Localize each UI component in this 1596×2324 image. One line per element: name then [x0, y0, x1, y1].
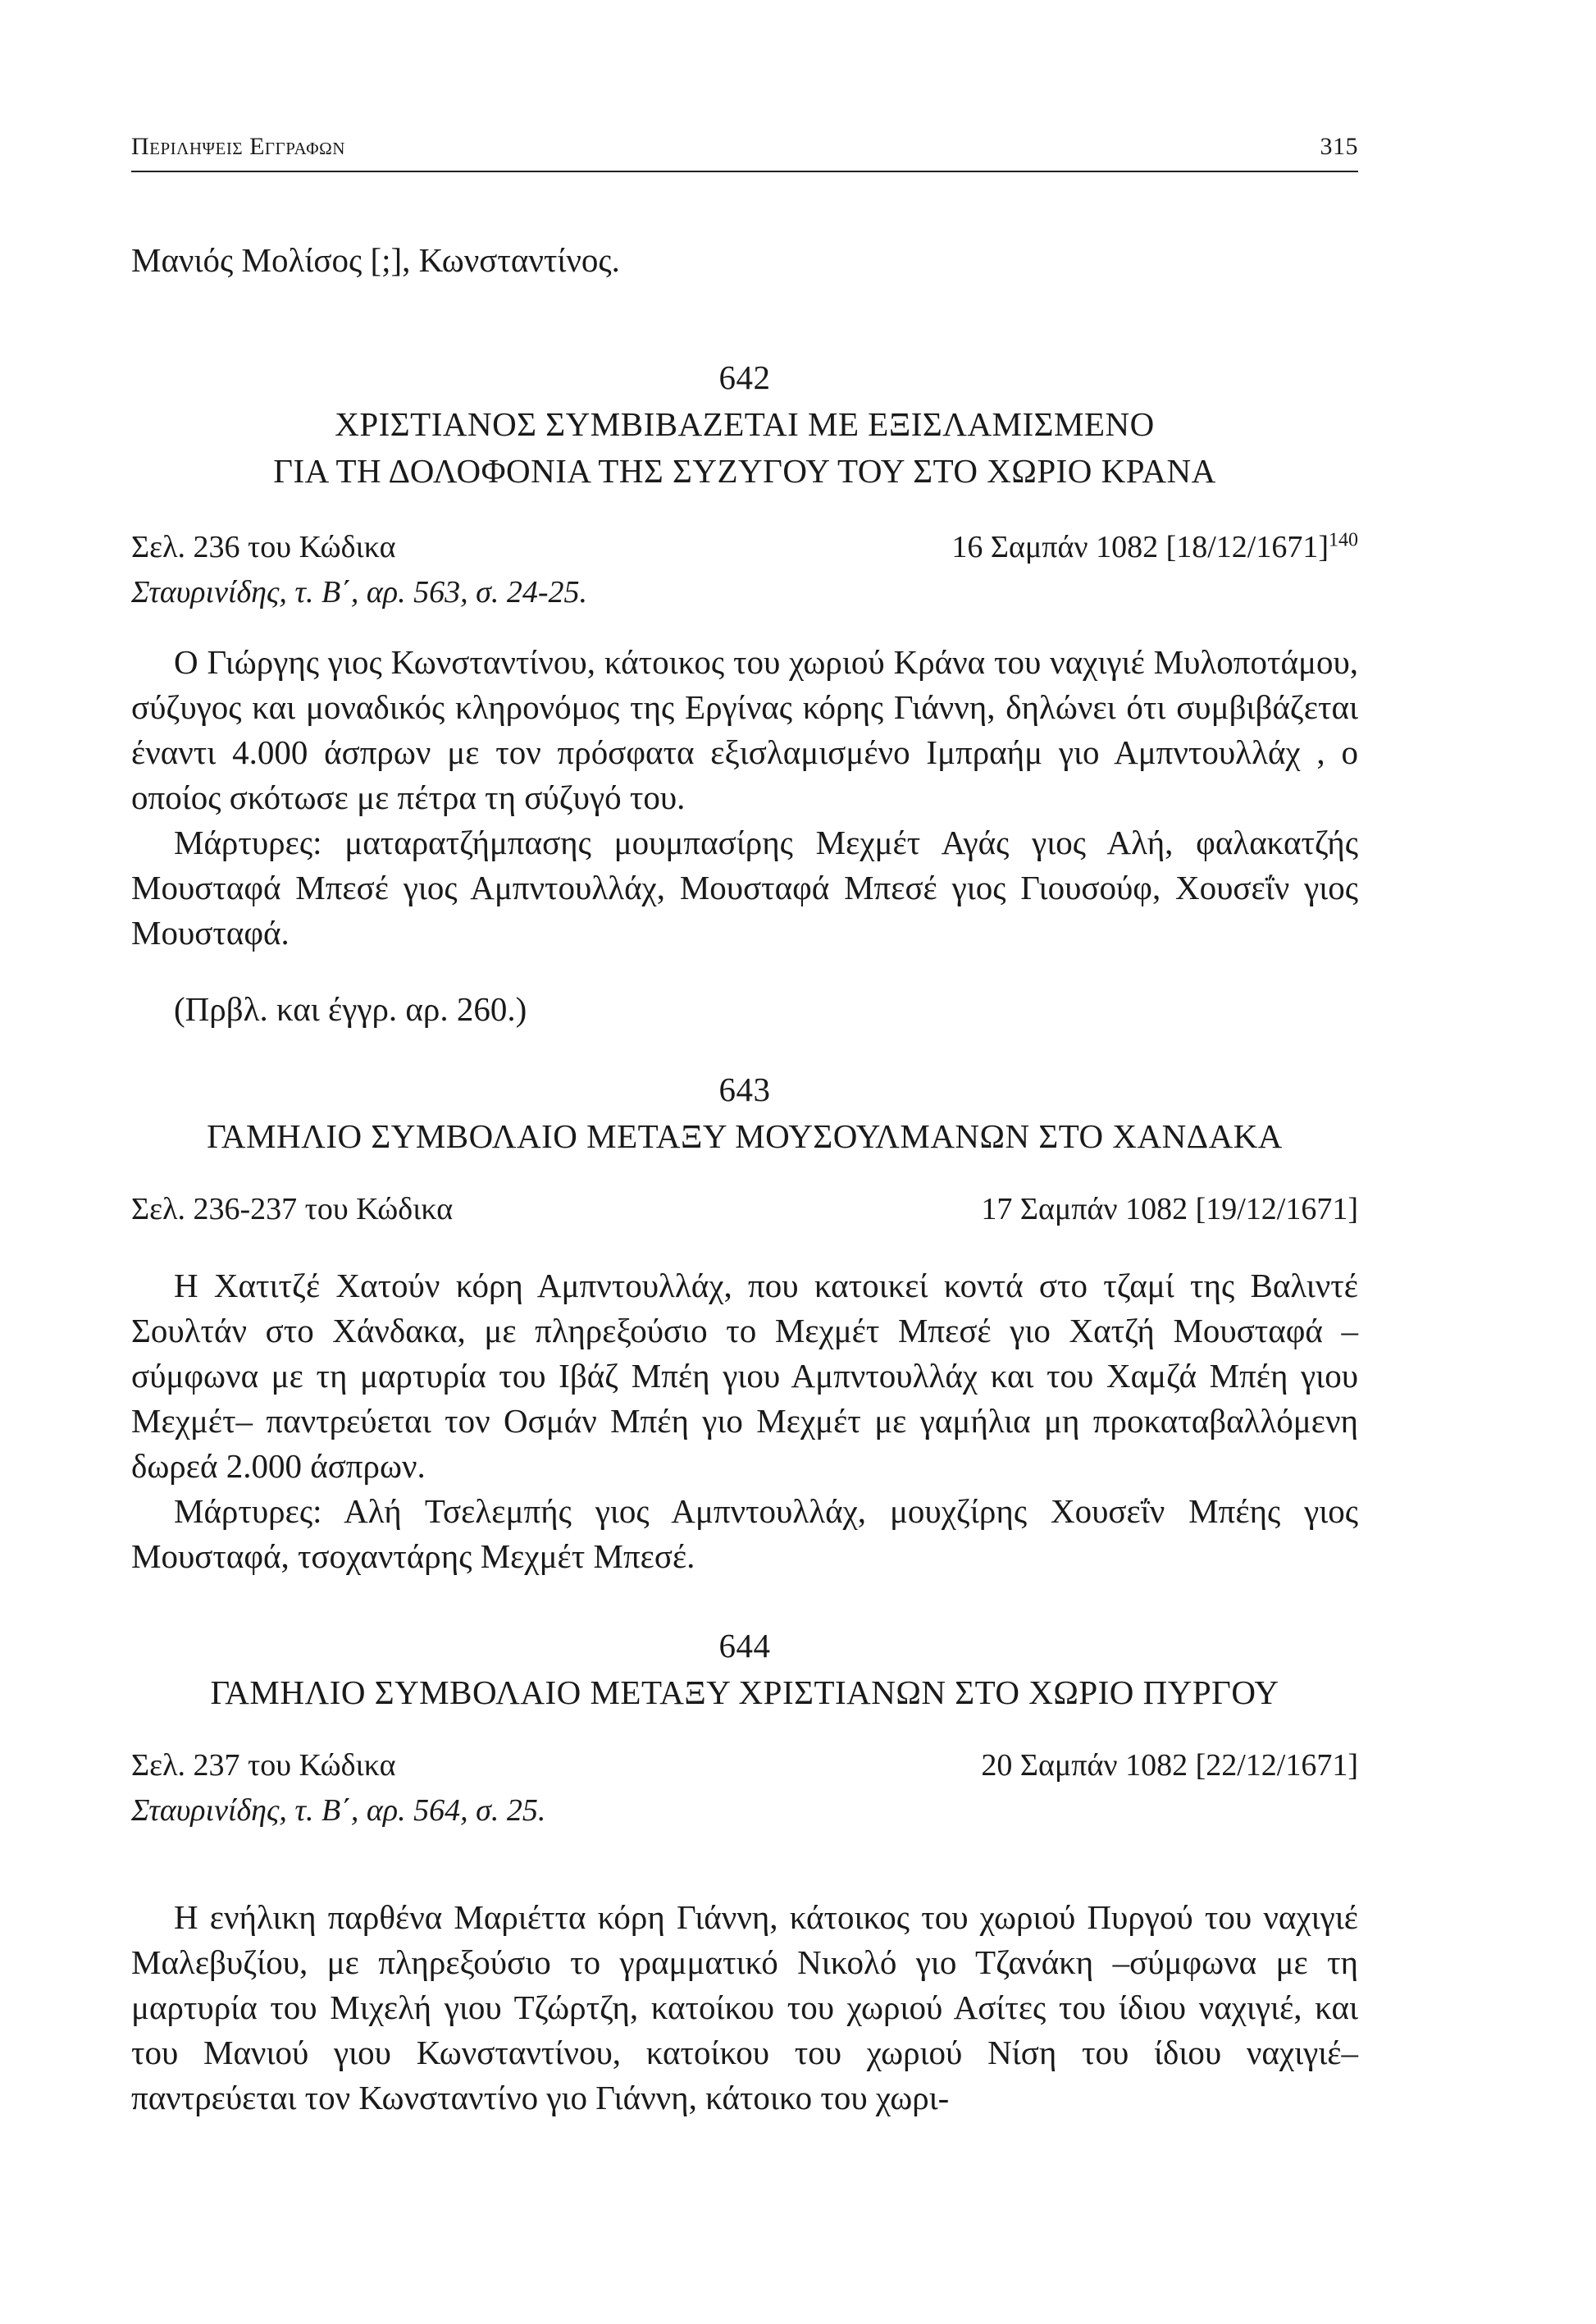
document-date: 20 Σαμπάν 1082 [22/12/1671] [981, 1748, 1358, 1783]
paragraph: Μάρτυρες: ματαρατζήμπασης μουμπασίρης Μεχμέτ Αγάς γιος Αλή, φαλακατζής Μουσταφά Μπεσέ γιος Αμπντουλλάχ, Μουσταφά Μπεσέ γιος Γιουσούφ, Χουσεΐν γιος Μουσταφά. [131, 824, 1358, 952]
entry-title-line: ΓΑΜΗΛΙΟ ΣΥΜΒΟΛΑΙΟ ΜΕΤΑΞΥ ΜΟΥΣΟΥΛΜΑΝΩΝ ΣΤΟ ΧΑΝΔΑΚΑ [207, 1117, 1283, 1155]
source-date-row [131, 1743, 1358, 1788]
entry-number: 644 [718, 1627, 771, 1664]
entry-644 [131, 1623, 1358, 1716]
entry-642-source [131, 525, 1358, 615]
note-text: (Πρβλ. και έγγρ. αρ. 260.) [174, 990, 527, 1028]
entry-643-source [131, 1187, 1358, 1232]
entry-642 [131, 354, 1358, 495]
page-number: 315 [1320, 133, 1358, 160]
entry-title-line: ΓΙΑ ΤΗ ΔΟΛΟΦΟΝΙΑ ΤΗΣ ΣΥΖΥΓΟΥ ΤΟΥ ΣΤΟ ΧΩΡΙΟ ΚΡΑΝΑ [273, 452, 1216, 490]
date-text: 16 Σαμπάν 1082 [18/12/1671] [951, 530, 1329, 564]
entry-642-body [131, 640, 1358, 956]
running-header [131, 130, 1358, 172]
paragraph: Η Χατιτζέ Χατούν κόρη Αμπντουλλάχ, που κατοικεί κοντά στο τζαμί της Βαλιντέ Σουλτάν στο Χάνδακα, με πληρεξούσιο το Μεχμέτ Μπεσέ γιο Χατζή Μουσταφά –σύμφωνα με τη μαρτυρία του Ιβάζ Μπέη γιου Αμπντουλλάχ και του Χαμζά Μπέη γιου Μεχμέτ– παντρεύεται τον Οσμάν Μπέη γιο Μεχμέτ με γαμήλια μη προκαταβαλλόμενη δωρεά 2.000 άσπρων. [131, 1267, 1358, 1485]
footnote-ref: 140 [1329, 529, 1358, 551]
source-date-row [131, 525, 1358, 570]
continuation-text: Μανιός Μολίσος [;], Κωνσταντίνος. [131, 241, 620, 279]
paragraph: Ο Γιώργης γιος Κωνσταντίνου, κάτοικος του χωριού Κράνα του ναχιγιέ Μυλοποτάμου, σύζυγος και μοναδικός κληρονόμος της Εργίνας κόρης Γιάννη, δηλώνει ότι συμβιβάζεται έναντι 4.000 άσπρων με τον πρόσφατα εξισλαμισμένο Ιμπραήμ γιο Αμπντουλλάχ , ο οποίος σκότωσε με πέτρα τη σύζυγό του. [131, 643, 1358, 816]
continuation-line [131, 238, 1358, 283]
entry-title-line: ΓΑΜΗΛΙΟ ΣΥΜΒΟΛΑΙΟ ΜΕΤΑΞΥ ΧΡΙΣΤΙΑΝΩΝ ΣΤΟ ΧΩΡΙΟ ΠΥΡΓΟΥ [210, 1673, 1279, 1711]
entry-number: 642 [718, 358, 771, 396]
source-reference: Σελ. 236 του Κώδικα [131, 530, 396, 564]
entry-642-note [131, 987, 1358, 1032]
running-header-title: Περιληψεις Εγγραφων [131, 133, 345, 160]
entry-title-line: ΧΡΙΣΤΙΑΝΟΣ ΣΥΜΒΙΒΑΖΕΤΑΙ ΜΕ ΕΞΙΣΛΑΜΙΣΜΕΝΟ [335, 405, 1155, 443]
bibliographic-reference: Σταυρινίδης, τ. Β΄, αρ. 563, σ. 24-25. [131, 575, 587, 610]
entry-644-body [131, 1895, 1358, 2121]
source-date-row [131, 1187, 1358, 1232]
paragraph: Η ενήλικη παρθένα Μαριέττα κόρη Γιάννη, κάτοικος του χωριού Πυργού του ναχιγιέ Μαλεβυζίου, με πληρεξούσιο το γραμματικό Νικολό γιο Τζανάκη –σύμφωνα με τη μαρτυρία του Μιχελή γιου Τζώρτζη, κατοίκου του χωριού Ασίτες του ίδιου ναχιγιέ, και του Μανιού γιου Κωνσταντίνου, κατοίκου του χωριού Νίση του ίδιου ναχιγιέ– παντρεύεται τον Κωνσταντίνο γιο Γιάννη, κάτοικο του χωρι- [131, 1898, 1358, 2116]
entry-644-source [131, 1743, 1358, 1833]
document-date [951, 525, 1358, 570]
source-reference: Σελ. 237 του Κώδικα [131, 1748, 396, 1783]
entry-number: 643 [718, 1071, 771, 1108]
source-reference: Σελ. 236-237 του Κώδικα [131, 1192, 454, 1226]
document-date: 17 Σαμπάν 1082 [19/12/1671] [981, 1192, 1358, 1226]
entry-643-body [131, 1263, 1358, 1579]
entry-643 [131, 1066, 1358, 1160]
paragraph: Μάρτυρες: Αλή Τσελεμπής γιος Αμπντουλλάχ, μουχζίρης Χουσεΐν Μπέης γιος Μουσταφά, τσοχαντάρης Μεχμέτ Μπεσέ. [131, 1492, 1358, 1575]
bibliographic-reference: Σταυρινίδης, τ. Β΄, αρ. 564, σ. 25. [131, 1793, 546, 1828]
